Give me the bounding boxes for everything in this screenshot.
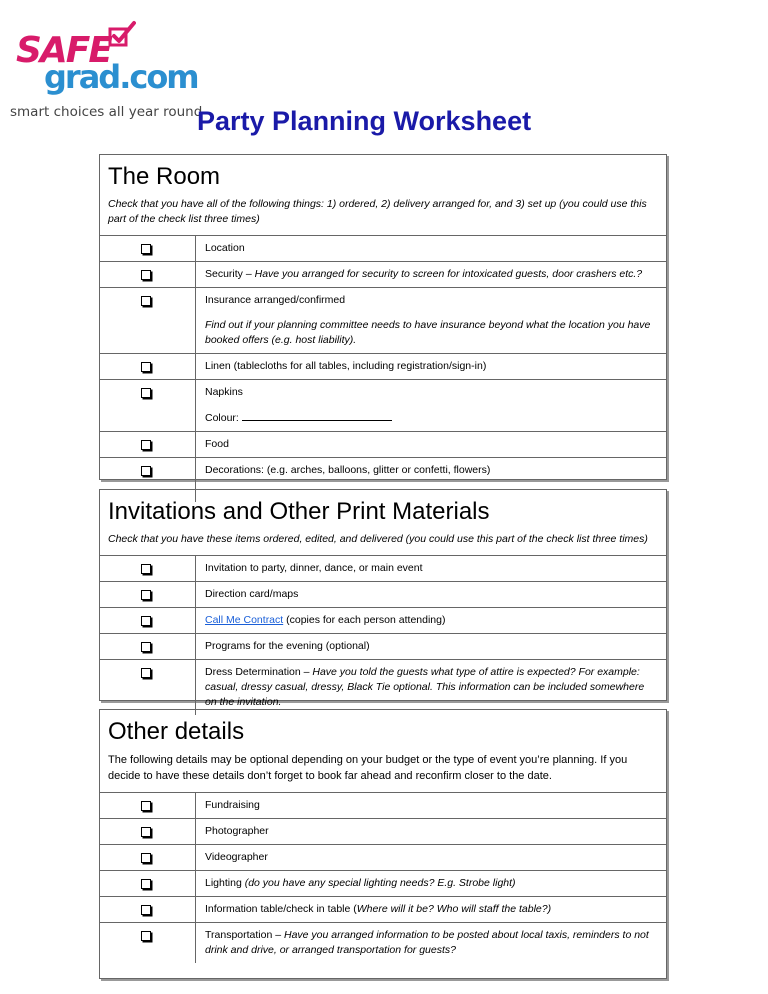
item-label: Direction card/maps	[205, 588, 299, 600]
checkbox[interactable]	[141, 642, 151, 652]
checklist-item-food	[100, 432, 666, 458]
checklist-item-dress	[100, 660, 666, 715]
checkbox[interactable]	[141, 244, 151, 254]
safegrad-logo	[10, 12, 203, 120]
item-label: Lighting	[205, 877, 245, 889]
section-title: The Room	[108, 163, 221, 190]
checklist-item-napkins	[100, 380, 666, 432]
checklist-item-insurance	[100, 288, 666, 354]
checkbox[interactable]	[141, 931, 151, 941]
logo-tagline: smart choices all year round	[10, 104, 203, 120]
checklist-item-fundraising	[100, 793, 666, 819]
section-description: The following details may be optional depending on your budget or the type of event you’re planning. If you decide to have these details don’t forget to book far ahead and reconfirm closer to the date.	[108, 754, 628, 782]
logo-grad-text: grad.com	[44, 58, 198, 96]
item-label: Security –	[205, 268, 255, 280]
checklist-item-programs	[100, 634, 666, 660]
item-label: Information table/check in table (	[205, 903, 357, 915]
checkbox[interactable]	[141, 564, 151, 574]
checklist-item-linen	[100, 354, 666, 380]
item-note: Have you arranged for security to screen for intoxicated guests, door crashers etc.?	[254, 268, 643, 280]
checkbox[interactable]	[141, 296, 151, 306]
checkbox[interactable]	[141, 466, 151, 476]
checkbox[interactable]	[141, 668, 151, 678]
item-label: Location	[205, 242, 245, 254]
section-other-details	[99, 709, 667, 979]
item-label: Decorations: (e.g. arches, balloons, glitter or confetti, flowers)	[205, 464, 491, 476]
checklist-item-direction	[100, 582, 666, 608]
checkbox[interactable]	[141, 590, 151, 600]
colour-label: Colour:	[205, 412, 242, 424]
checkbox[interactable]	[141, 362, 151, 372]
checkbox[interactable]	[141, 270, 151, 280]
checklist-item-information-table	[100, 897, 666, 923]
item-note: Find out if your planning committee needs to have insurance beyond what the location you have booked offers (e.g. host liability).	[205, 319, 651, 346]
item-label: Photographer	[205, 825, 269, 837]
checkbox[interactable]	[141, 879, 151, 889]
checklist-item-security	[100, 262, 666, 288]
section-title: Invitations and Other Print Materials	[108, 498, 490, 525]
checkbox[interactable]	[141, 905, 151, 915]
item-label: Napkins	[205, 386, 243, 398]
section-description: Check that you have all of the following things: 1) ordered, 2) delivery arranged for, and 3) set up (you could use this part of the check list three times)	[108, 198, 647, 225]
checklist-item-transportation	[100, 923, 666, 963]
page-title: Party Planning Worksheet	[197, 106, 532, 136]
section-title: Other details	[108, 718, 245, 745]
checkbox[interactable]	[141, 827, 151, 837]
item-note: Where will it be? Who will staff the table?)	[356, 903, 552, 915]
section-the-room	[99, 154, 667, 480]
section-invitations	[99, 489, 667, 708]
item-label: Food	[205, 438, 229, 450]
item-label: Fundraising	[205, 799, 260, 811]
colour-blank-line[interactable]	[242, 410, 392, 421]
checkbox[interactable]	[141, 440, 151, 450]
item-label: Dress Determination –	[205, 666, 313, 678]
item-note: Have you told the guests what type of attire is expected? For example: casual, dressy casual, dressy, Black Tie optional. This information can be included somewhere on the invitation.	[205, 666, 645, 708]
item-label: Videographer	[205, 851, 268, 863]
logo-checkbox-icon	[106, 20, 136, 50]
item-label: Transportation –	[205, 929, 284, 941]
item-note: Have you arranged information to be posted about local taxis, reminders to not drink and drive, or arranged transportation for guests?	[205, 929, 649, 956]
call-me-contract-link[interactable]: Call Me Contract	[205, 614, 284, 626]
section-description: Check that you have these items ordered, edited, and delivered (you could use this part of the check list three times)	[108, 533, 648, 545]
checkbox[interactable]	[141, 388, 151, 398]
item-note: (do you have any special lighting needs? E.g. Strobe light)	[244, 877, 516, 889]
checkbox[interactable]	[141, 853, 151, 863]
checklist-item-call-me-contract	[100, 608, 666, 634]
checklist-item-photographer	[100, 819, 666, 845]
checkbox[interactable]	[141, 801, 151, 811]
item-label: (copies for each person attending)	[283, 614, 446, 626]
item-label: Programs for the evening (optional)	[205, 640, 370, 652]
checklist-item-lighting	[100, 871, 666, 897]
checkbox[interactable]	[141, 616, 151, 626]
logo-safe-text: SAFE	[16, 30, 111, 71]
item-label: Insurance arranged/confirmed	[205, 294, 346, 306]
checklist-item-location	[100, 236, 666, 262]
item-label: Invitation to party, dinner, dance, or main event	[205, 562, 423, 574]
checklist-item-videographer	[100, 845, 666, 871]
checklist-item-invitation	[100, 556, 666, 582]
item-label: Linen (tablecloths for all tables, including registration/sign-in)	[205, 360, 487, 372]
